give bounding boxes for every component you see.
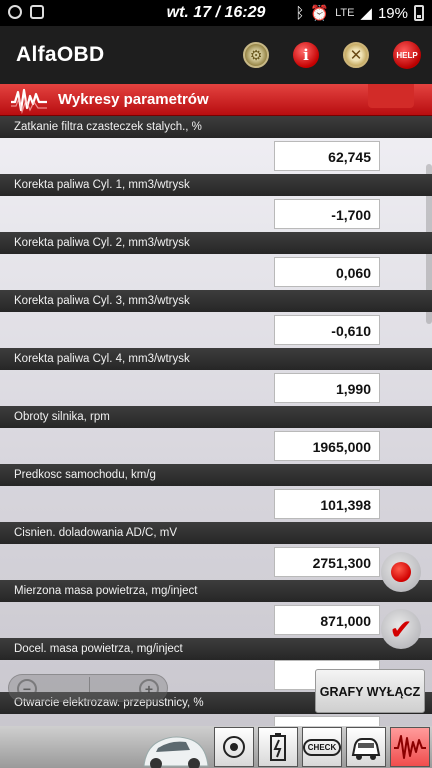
help-icon: HELP <box>396 50 418 60</box>
param-value <box>274 716 380 726</box>
app-bar <box>0 26 432 84</box>
car-front-icon <box>350 733 382 761</box>
checkmark-icon: ✔ <box>389 613 413 645</box>
param-label: Korekta paliwa Cyl. 4, mm3/wtrysk <box>0 348 432 370</box>
param-label: Korekta paliwa Cyl. 2, mm3/wtrysk <box>0 232 432 254</box>
section-header <box>0 84 432 116</box>
param-label: Korekta paliwa Cyl. 3, mm3/wtrysk <box>0 290 432 312</box>
section-title: Wykresy parametrów <box>58 91 209 108</box>
zoom-out-button[interactable]: − <box>17 679 37 699</box>
bottom-toolbar <box>0 726 432 768</box>
bluetooth-icon: ᛒ <box>295 4 305 22</box>
network-type: LTE <box>335 7 355 19</box>
param-label: Otwarcie elektrozaw. przepustnicy, % <box>0 692 432 714</box>
param-value: 2751,300 <box>274 547 380 577</box>
zoom-in-button[interactable]: + <box>139 679 159 699</box>
param-value: 0,060 <box>274 257 380 287</box>
zoom-divider <box>89 677 90 701</box>
param-label: Docel. masa powietrza, mg/inject <box>0 638 432 660</box>
param-value: 101,398 <box>274 489 380 519</box>
select-parameters-button[interactable] <box>381 609 421 649</box>
param-label: Obroty silnika, rpm <box>0 406 432 428</box>
car-image <box>140 726 210 768</box>
clock: wt. 17 / 16:29 <box>166 4 266 21</box>
battery-percent: 19% <box>377 4 408 22</box>
tools-button[interactable] <box>343 42 369 68</box>
toolbar-graphs-button[interactable] <box>390 727 430 767</box>
param-value: -0,610 <box>274 315 380 345</box>
param-value: 1,990 <box>274 373 380 403</box>
toolbar-speaker-button[interactable] <box>214 727 254 767</box>
waveform-icon <box>393 732 427 762</box>
alarm-icon: ⏰ <box>310 5 330 22</box>
battery-icon <box>414 5 424 21</box>
help-button[interactable] <box>393 41 421 69</box>
record-button[interactable] <box>381 552 421 592</box>
info-icon: i <box>303 46 309 64</box>
status-bar <box>0 0 432 26</box>
param-value: -1,700 <box>274 199 380 229</box>
check-engine-icon: CHECK <box>303 739 341 756</box>
param-value: 62,745 <box>274 141 380 171</box>
toolbar-battery-button[interactable] <box>258 727 298 767</box>
waveform-icon <box>10 86 48 114</box>
battery-charge-icon <box>267 732 289 762</box>
tools-icon: ✕ <box>349 47 363 64</box>
speaker-icon <box>221 734 247 760</box>
toolbar-check-engine-button[interactable] <box>302 727 342 767</box>
param-value: 871,000 <box>274 605 380 635</box>
graphs-toggle-button[interactable]: GRAFY WYŁĄCZ <box>315 669 425 713</box>
zoom-controls <box>8 674 168 702</box>
param-label: Mierzona masa powietrza, mg/inject <box>0 580 432 602</box>
parameters-list[interactable] <box>0 116 432 726</box>
system-icons <box>295 4 424 22</box>
record-icon <box>391 562 411 582</box>
param-label: Predkosc samochodu, km/g <box>0 464 432 486</box>
param-value: 1965,000 <box>274 431 380 461</box>
param-label: Zatkanie filtra czasteczek stalych., % <box>0 116 432 138</box>
info-button[interactable] <box>293 42 319 68</box>
signal-icon: ◢ <box>360 5 372 22</box>
param-label: Cisnien. doladowania AD/C, mV <box>0 522 432 544</box>
background-button-ghost <box>368 84 414 108</box>
gears-icon: ⚙ <box>249 46 263 63</box>
settings-button[interactable] <box>243 42 269 68</box>
app-title: AlfaOBD <box>16 43 105 66</box>
toolbar-car-button[interactable] <box>346 727 386 767</box>
param-label: Korekta paliwa Cyl. 1, mm3/wtrysk <box>0 174 432 196</box>
